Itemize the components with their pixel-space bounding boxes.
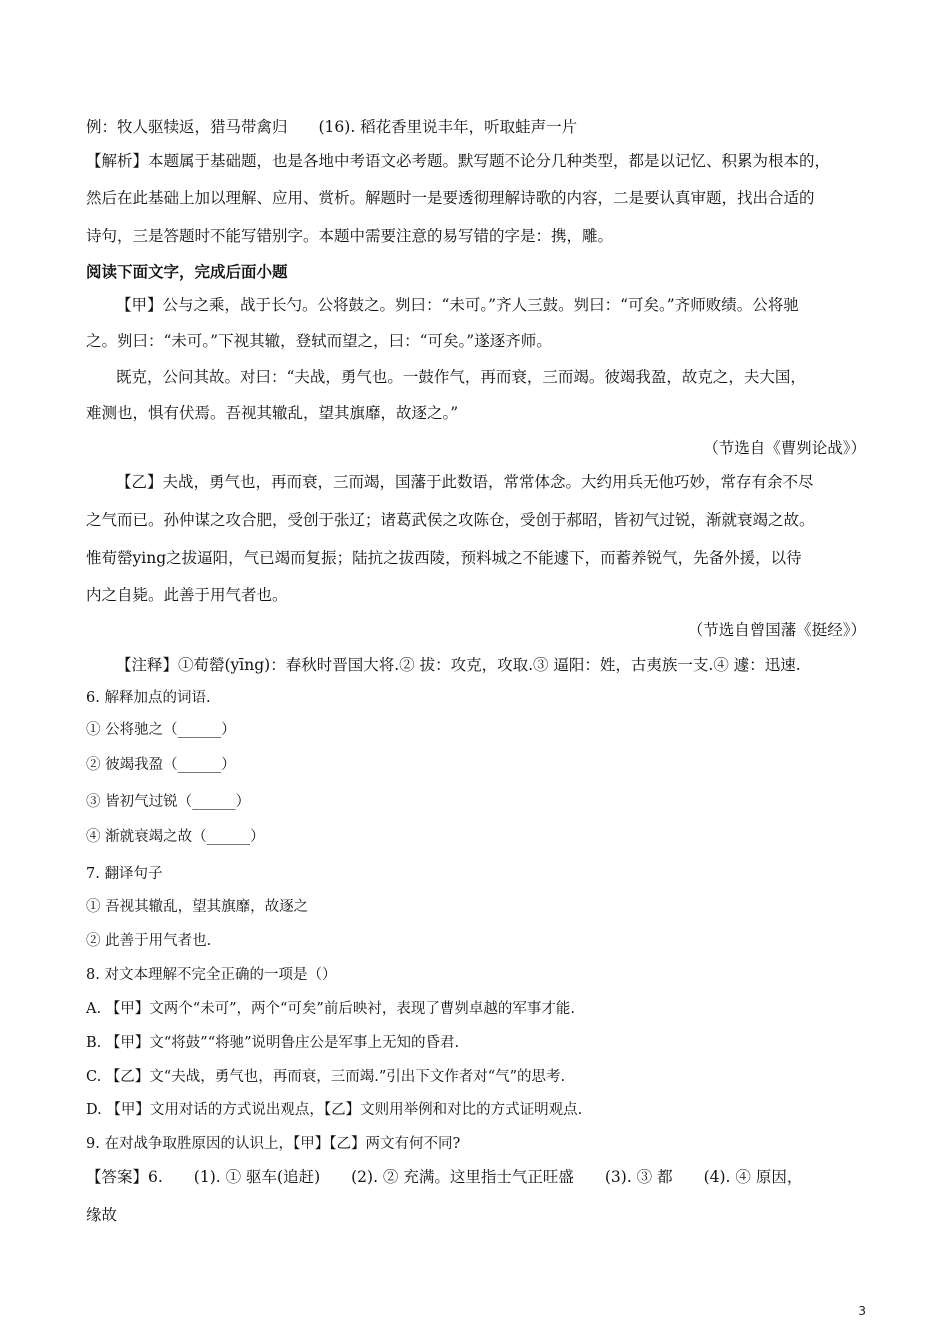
question-6: 6. 解释加点的词语. bbox=[86, 690, 211, 706]
passage-jia-line: 难测也，惧有伏焉。吾视其辙乱，望其旗靡，故逐之。” bbox=[86, 404, 459, 422]
passage-jia-line: 既克，公问其故。对曰：“夫战，勇气也。一鼓作气，再而衰，三而竭。彼竭我盈，故克之，夫大国， bbox=[116, 368, 806, 386]
text-line: 诗句，三是答题时不能写错别字。本题中需要注意的易写错的字是：携，雕。 bbox=[86, 227, 614, 245]
question-item: ① 吾视其辙乱，望其旗靡，故逐之 bbox=[86, 899, 309, 915]
passage-jia-line: 【甲】公与之乘，战于长勺。公将鼓之。刿曰：“未可。”齐人三鼓。刿曰：“可矣。”齐师败绩。公将驰 bbox=[116, 296, 799, 314]
question-item: ② 彼竭我盈（______） bbox=[86, 757, 236, 773]
analysis-line: 【解析】本题属于基础题，也是各地中考语文必考题。默写题不论分几种类型，都是以记忆、积累为根本的， bbox=[86, 152, 831, 170]
section-heading: 阅读下面文字，完成后面小题 bbox=[86, 262, 288, 281]
passage-yi-line: 内之自毙。此善于用气者也。 bbox=[86, 586, 288, 604]
passage-yi-line: 【乙】夫战，勇气也，再而衰，三而竭，国藩于此数语，常常体念。大约用兵无他巧妙，常存有余不尽 bbox=[116, 473, 814, 491]
text-line: 然后在此基础上加以理解、应用、赏析。解题时一是要透彻理解诗歌的内容，二是要认真审题，找出合适的 bbox=[86, 189, 815, 207]
question-7: 7. 翻译句子 bbox=[86, 866, 163, 882]
option-a: A. 【甲】文两个“未可”，两个“可矣”前后映衬，表现了曹刿卓越的军事才能. bbox=[86, 1001, 575, 1017]
option-b: B. 【甲】文“将鼓”“将驰”说明鲁庄公是军事上无知的昏君. bbox=[86, 1035, 460, 1051]
question-item: ① 公将驰之（______） bbox=[86, 722, 236, 738]
question-item: ② 此善于用气者也. bbox=[86, 933, 212, 949]
option-d: D. 【甲】文用对话的方式说出观点，【乙】文则用举例和对比的方式证明观点. bbox=[86, 1102, 583, 1118]
page-number: 3 bbox=[858, 1304, 866, 1318]
text-line: 例：牧人驱犊返，猎马带禽归 (16). 稻花香里说丰年，听取蛙声一片 bbox=[86, 118, 578, 136]
question-item: ③ 皆初气过锐（______） bbox=[86, 794, 251, 810]
source-citation: （节选自《曹刿论战》） bbox=[703, 439, 866, 457]
annotation-line: 【注释】①荀罃(yīng)：春秋时晋国大将.② 拔：攻克，攻取.③ 逼阳：姓，古夷族一支.④ 遽：迅速. bbox=[116, 656, 801, 674]
passage-jia-line: 之。刿曰：“未可。”下视其辙，登轼而望之，曰：“可矣。”遂逐齐师。 bbox=[86, 332, 552, 350]
question-8: 8. 对文本理解不完全正确的一项是（） bbox=[86, 967, 337, 983]
source-citation: （节选自曾国藩《挺经》） bbox=[687, 621, 866, 639]
option-c: C. 【乙】文“夫战，勇气也，再而衰，三而竭.”引出下文作者对“气”的思考. bbox=[86, 1069, 566, 1085]
answer-line: 【答案】6. (1). ① 驱车(追赶) (2). ② 充满。这里指士气正旺盛 (3). ③ 都 (4). ④ 原因， bbox=[86, 1168, 803, 1186]
question-item: ④ 渐就衰竭之故（______） bbox=[86, 829, 265, 845]
passage-yi-line: 惟荀罃ying之拔逼阳，气已竭而复振；陆抗之拔西陵，预料城之不能遽下，而蓄养锐气，先备外援，以待 bbox=[86, 549, 802, 567]
passage-yi-line: 之气而已。孙仲谋之攻合肥，受创于张辽；诸葛武侯之攻陈仓，受创于郝昭，皆初气过锐，渐就衰竭之故。 bbox=[86, 511, 815, 529]
question-9: 9. 在对战争取胜原因的认识上，【甲】【乙】两文有何不同? bbox=[86, 1136, 461, 1152]
answer-line: 缘故 bbox=[86, 1206, 118, 1224]
